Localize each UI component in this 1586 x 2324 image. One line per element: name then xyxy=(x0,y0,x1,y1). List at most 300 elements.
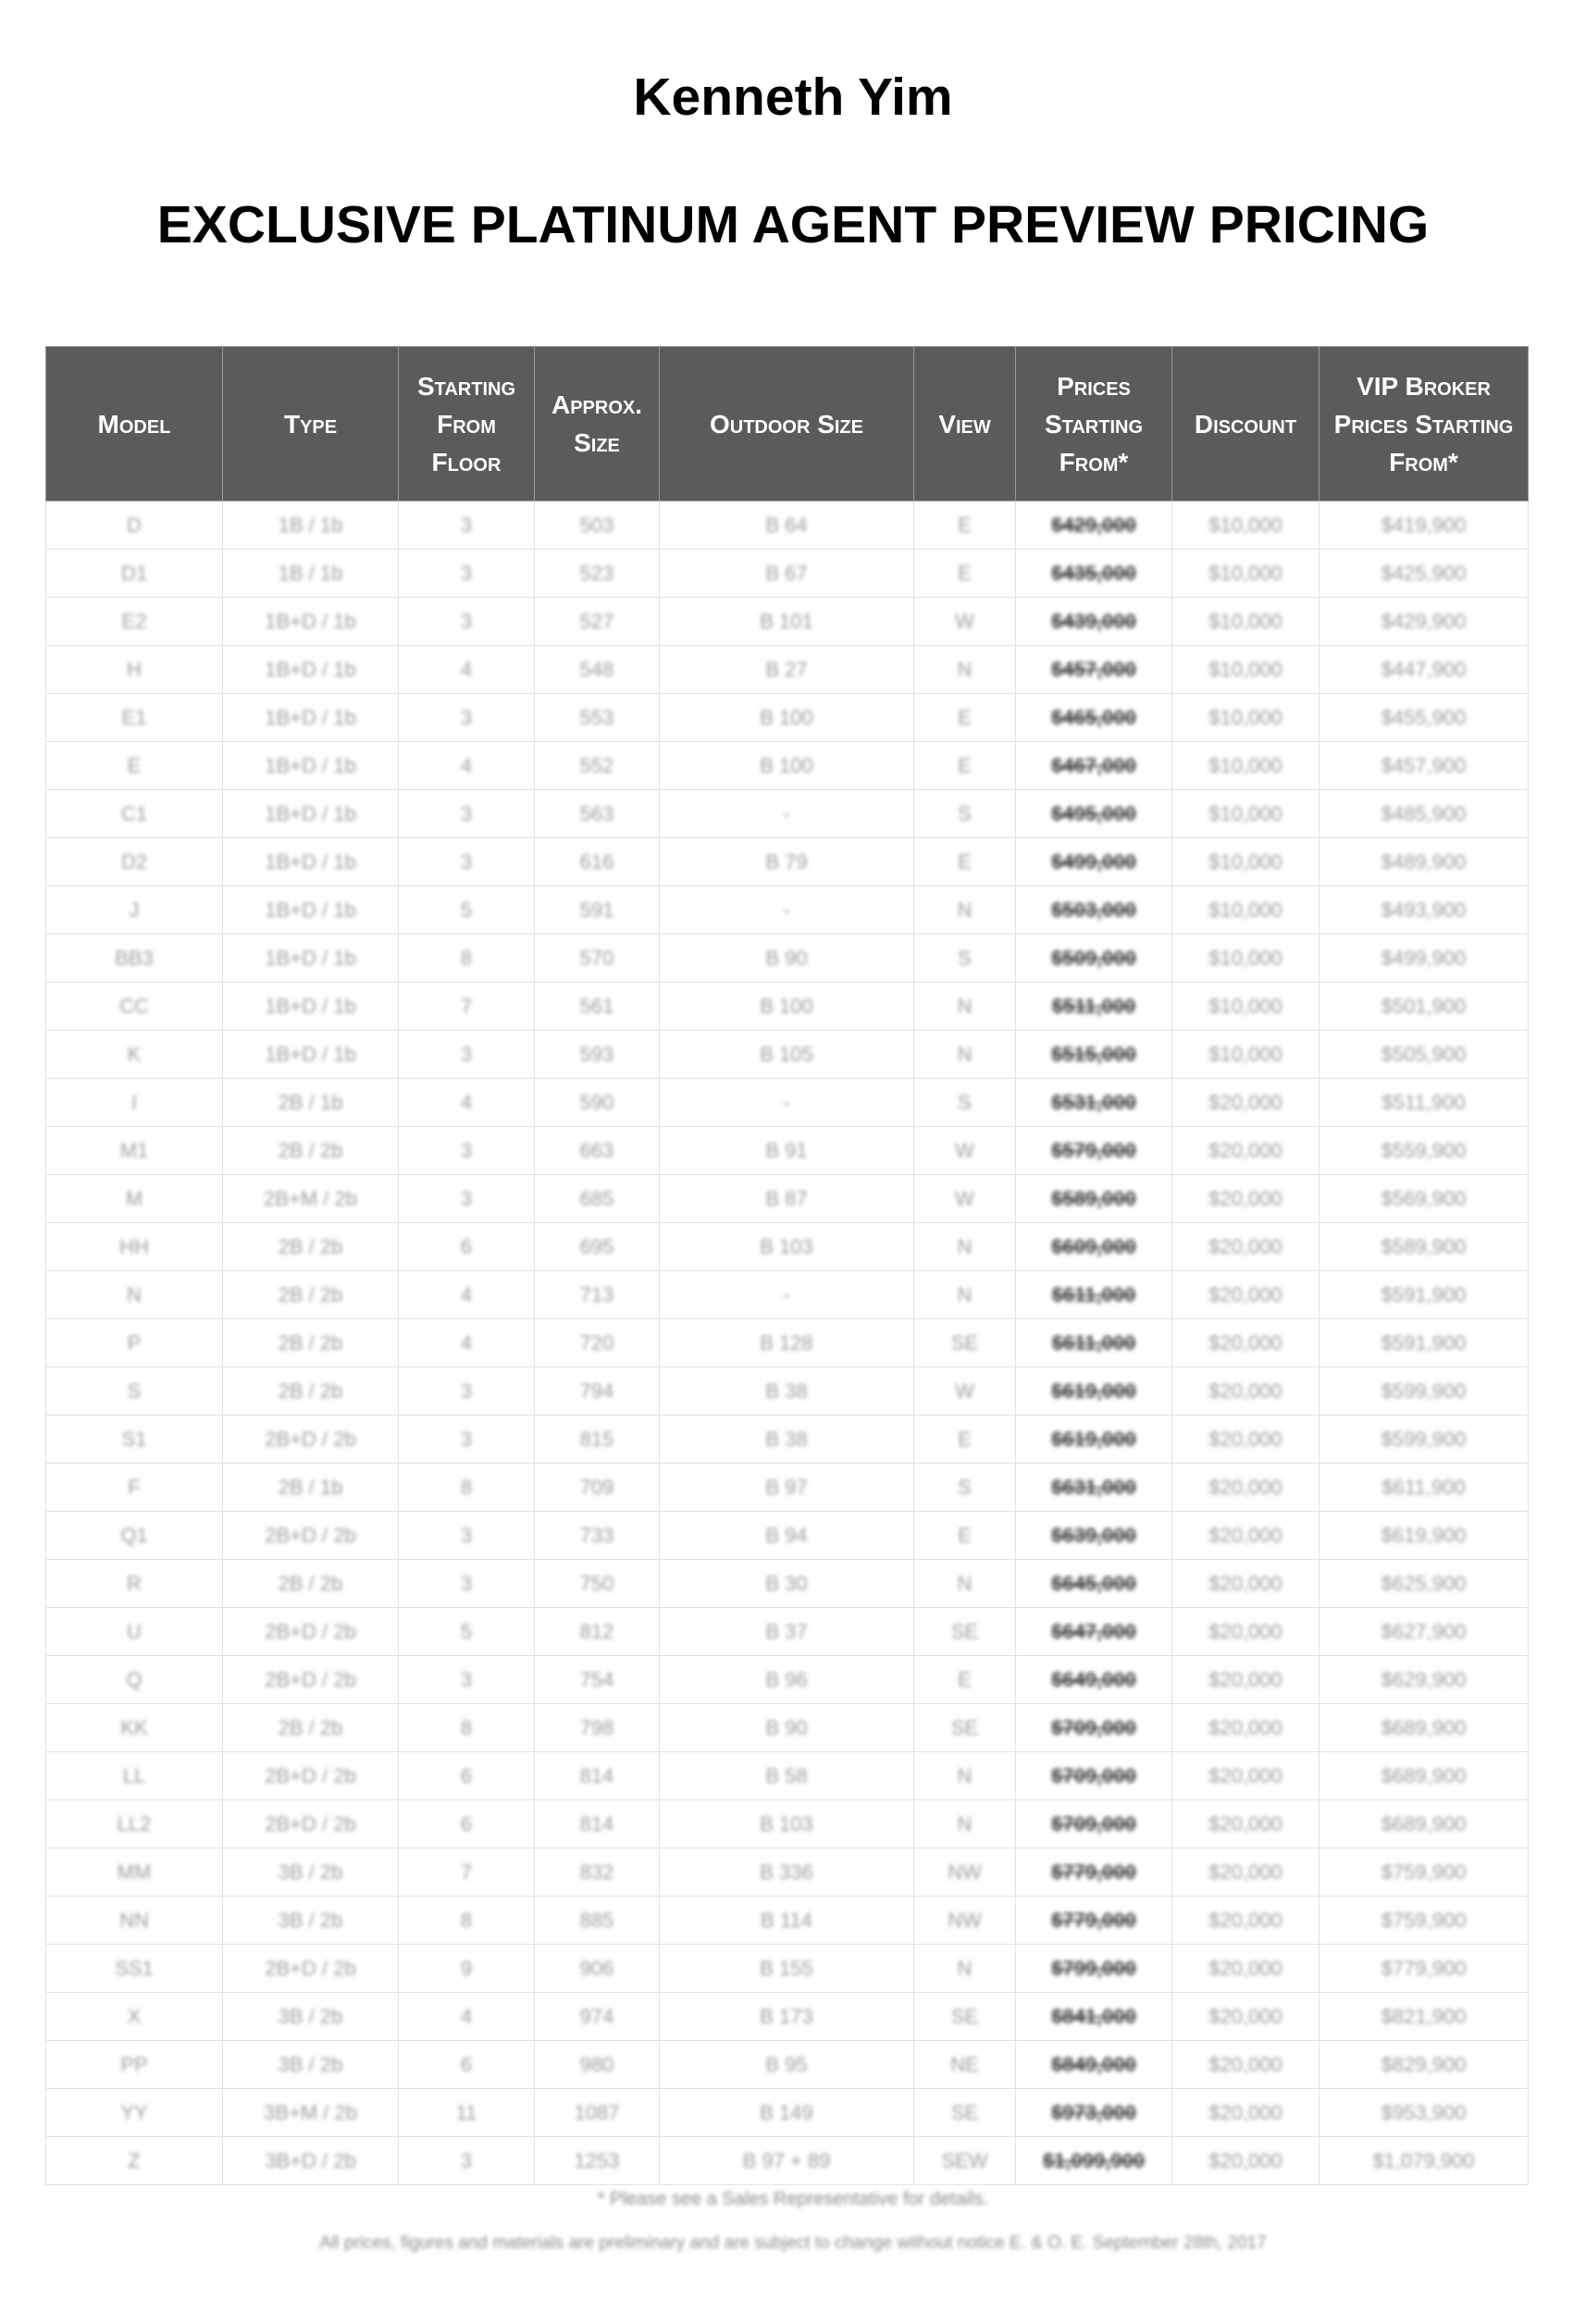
cell-outdoor-size: B 100 xyxy=(660,983,914,1031)
cell-model: E1 xyxy=(46,694,223,742)
cell-starting-floor: 4 xyxy=(399,1271,535,1319)
cell-approx-size: 590 xyxy=(535,1079,660,1127)
table-row xyxy=(46,1319,1529,1367)
table-row xyxy=(46,1512,1529,1560)
cell-approx-size: 695 xyxy=(535,1223,660,1271)
cell-vip-price: $457,900 xyxy=(1320,742,1529,790)
cell-model: MM xyxy=(46,1848,223,1897)
cell-type: 2B / 2b xyxy=(223,1319,399,1367)
cell-outdoor-size: - xyxy=(660,1271,914,1319)
cell-view: N xyxy=(914,1031,1016,1079)
cell-view: N xyxy=(914,1752,1016,1800)
cell-model: X xyxy=(46,1993,223,2041)
table-row xyxy=(46,2137,1529,2185)
cell-outdoor-size: B 94 xyxy=(660,1512,914,1560)
table-row xyxy=(46,1415,1529,1464)
cell-type: 2B / 1b xyxy=(223,1464,399,1512)
cell-starting-floor: 3 xyxy=(399,1127,535,1175)
cell-model: CC xyxy=(46,983,223,1031)
cell-approx-size: 552 xyxy=(535,742,660,790)
column-header-prices-starting: Prices Starting From* xyxy=(1016,347,1172,501)
cell-vip-price: $953,900 xyxy=(1320,2089,1529,2137)
cell-view: SE xyxy=(914,1319,1016,1367)
cell-model: Z xyxy=(46,2137,223,2185)
column-header-discount: Discount xyxy=(1172,347,1320,501)
cell-approx-size: 713 xyxy=(535,1271,660,1319)
cell-starting-floor: 3 xyxy=(399,1560,535,1608)
cell-type: 2B / 2b xyxy=(223,1127,399,1175)
cell-view: NW xyxy=(914,1848,1016,1897)
cell-view: N xyxy=(914,1271,1016,1319)
cell-type: 3B / 2b xyxy=(223,1848,399,1897)
cell-outdoor-size: B 101 xyxy=(660,598,914,646)
cell-view: W xyxy=(914,1175,1016,1223)
cell-price: $579,000 xyxy=(1016,1127,1172,1175)
cell-starting-floor: 3 xyxy=(399,1656,535,1704)
table-row xyxy=(46,983,1529,1031)
cell-model: H xyxy=(46,646,223,694)
cell-discount: $10,000 xyxy=(1172,598,1320,646)
cell-outdoor-size: B 114 xyxy=(660,1897,914,1945)
cell-outdoor-size: B 97 xyxy=(660,1464,914,1512)
cell-starting-floor: 3 xyxy=(399,2137,535,2185)
cell-price: $609,000 xyxy=(1016,1223,1172,1271)
table-row xyxy=(46,790,1529,838)
column-header-starting-floor: Starting From Floor xyxy=(399,347,535,501)
cell-type: 3B / 2b xyxy=(223,2041,399,2089)
table-row xyxy=(46,550,1529,598)
cell-type: 1B+D / 1b xyxy=(223,1031,399,1079)
cell-model: YY xyxy=(46,2089,223,2137)
column-header-approx-size: Approx. Size xyxy=(535,347,660,501)
cell-vip-price: $493,900 xyxy=(1320,886,1529,934)
cell-type: 1B+D / 1b xyxy=(223,646,399,694)
cell-price: $619,000 xyxy=(1016,1367,1172,1415)
cell-vip-price: $599,900 xyxy=(1320,1415,1529,1464)
cell-discount: $10,000 xyxy=(1172,742,1320,790)
cell-view: N xyxy=(914,1560,1016,1608)
cell-vip-price: $501,900 xyxy=(1320,983,1529,1031)
cell-starting-floor: 3 xyxy=(399,598,535,646)
table-row xyxy=(46,2041,1529,2089)
footnote: * Please see a Sales Representative for details. xyxy=(597,2189,989,2209)
cell-vip-price: $589,900 xyxy=(1320,1223,1529,1271)
cell-discount: $20,000 xyxy=(1172,1560,1320,1608)
cell-starting-floor: 8 xyxy=(399,1464,535,1512)
cell-discount: $10,000 xyxy=(1172,550,1320,598)
cell-outdoor-size: B 103 xyxy=(660,1223,914,1271)
table-row xyxy=(46,1704,1529,1752)
cell-type: 2B / 2b xyxy=(223,1367,399,1415)
cell-discount: $20,000 xyxy=(1172,1271,1320,1319)
cell-starting-floor: 5 xyxy=(399,1608,535,1656)
cell-view: N xyxy=(914,1945,1016,1993)
cell-approx-size: 814 xyxy=(535,1752,660,1800)
cell-model: Q1 xyxy=(46,1512,223,1560)
cell-model: I xyxy=(46,1079,223,1127)
cell-model: R xyxy=(46,1560,223,1608)
cell-model: C1 xyxy=(46,790,223,838)
cell-outdoor-size: B 30 xyxy=(660,1560,914,1608)
cell-view: W xyxy=(914,598,1016,646)
cell-starting-floor: 8 xyxy=(399,934,535,983)
cell-vip-price: $689,900 xyxy=(1320,1800,1529,1848)
cell-type: 1B+D / 1b xyxy=(223,983,399,1031)
cell-model: S1 xyxy=(46,1415,223,1464)
cell-approx-size: 563 xyxy=(535,790,660,838)
cell-vip-price: $1,079,900 xyxy=(1320,2137,1529,2185)
cell-vip-price: $759,900 xyxy=(1320,1897,1529,1945)
cell-model: D1 xyxy=(46,550,223,598)
table-row xyxy=(46,1223,1529,1271)
cell-outdoor-size: B 38 xyxy=(660,1415,914,1464)
table-row xyxy=(46,2089,1529,2137)
cell-vip-price: $429,900 xyxy=(1320,598,1529,646)
cell-discount: $10,000 xyxy=(1172,1031,1320,1079)
table-row xyxy=(46,501,1529,550)
cell-type: 3B+M / 2b xyxy=(223,2089,399,2137)
cell-model: S xyxy=(46,1367,223,1415)
cell-outdoor-size: B 96 xyxy=(660,1656,914,1704)
table-row xyxy=(46,1079,1529,1127)
cell-vip-price: $689,900 xyxy=(1320,1704,1529,1752)
cell-approx-size: 591 xyxy=(535,886,660,934)
cell-approx-size: 570 xyxy=(535,934,660,983)
cell-view: E xyxy=(914,501,1016,550)
cell-discount: $20,000 xyxy=(1172,1848,1320,1897)
pricing-table xyxy=(45,346,1529,2185)
cell-price: $457,000 xyxy=(1016,646,1172,694)
cell-outdoor-size: B 90 xyxy=(660,934,914,983)
cell-model: D xyxy=(46,501,223,550)
cell-model: PP xyxy=(46,2041,223,2089)
cell-price: $589,000 xyxy=(1016,1175,1172,1223)
cell-approx-size: 814 xyxy=(535,1800,660,1848)
cell-discount: $10,000 xyxy=(1172,790,1320,838)
cell-discount: $20,000 xyxy=(1172,1415,1320,1464)
cell-discount: $20,000 xyxy=(1172,1656,1320,1704)
cell-approx-size: 553 xyxy=(535,694,660,742)
cell-view: N xyxy=(914,1223,1016,1271)
table-row xyxy=(46,1897,1529,1945)
cell-approx-size: 815 xyxy=(535,1415,660,1464)
column-header-outdoor-size: Outdoor Size xyxy=(660,347,914,501)
cell-starting-floor: 3 xyxy=(399,1512,535,1560)
cell-type: 3B+D / 2b xyxy=(223,2137,399,2185)
cell-price: $611,000 xyxy=(1016,1319,1172,1367)
cell-type: 1B / 1b xyxy=(223,501,399,550)
cell-price: $709,000 xyxy=(1016,1704,1172,1752)
cell-type: 2B+D / 2b xyxy=(223,1512,399,1560)
cell-vip-price: $829,900 xyxy=(1320,2041,1529,2089)
cell-outdoor-size: B 90 xyxy=(660,1704,914,1752)
cell-discount: $20,000 xyxy=(1172,2041,1320,2089)
cell-view: NW xyxy=(914,1897,1016,1945)
table-row xyxy=(46,742,1529,790)
cell-starting-floor: 6 xyxy=(399,1800,535,1848)
cell-vip-price: $591,900 xyxy=(1320,1271,1529,1319)
cell-model: SS1 xyxy=(46,1945,223,1993)
cell-outdoor-size: B 173 xyxy=(660,1993,914,2041)
cell-type: 2B / 2b xyxy=(223,1271,399,1319)
cell-view: N xyxy=(914,1800,1016,1848)
cell-discount: $10,000 xyxy=(1172,838,1320,886)
cell-approx-size: 794 xyxy=(535,1367,660,1415)
cell-outdoor-size: - xyxy=(660,1079,914,1127)
cell-outdoor-size: B 58 xyxy=(660,1752,914,1800)
cell-starting-floor: 11 xyxy=(399,2089,535,2137)
cell-discount: $20,000 xyxy=(1172,1993,1320,2041)
cell-vip-price: $447,900 xyxy=(1320,646,1529,694)
cell-discount: $20,000 xyxy=(1172,1897,1320,1945)
cell-outdoor-size: - xyxy=(660,886,914,934)
cell-vip-price: $619,900 xyxy=(1320,1512,1529,1560)
cell-view: E xyxy=(914,550,1016,598)
cell-model: E2 xyxy=(46,598,223,646)
cell-outdoor-size: B 79 xyxy=(660,838,914,886)
cell-discount: $20,000 xyxy=(1172,1704,1320,1752)
column-header-model: Model xyxy=(46,347,223,501)
table-row xyxy=(46,1800,1529,1848)
table-row xyxy=(46,1175,1529,1223)
cell-type: 2B / 2b xyxy=(223,1560,399,1608)
cell-vip-price: $821,900 xyxy=(1320,1993,1529,2041)
cell-discount: $20,000 xyxy=(1172,1464,1320,1512)
cell-model: HH xyxy=(46,1223,223,1271)
cell-approx-size: 1253 xyxy=(535,2137,660,2185)
cell-approx-size: 733 xyxy=(535,1512,660,1560)
cell-discount: $20,000 xyxy=(1172,1800,1320,1848)
cell-price: $639,000 xyxy=(1016,1512,1172,1560)
cell-starting-floor: 3 xyxy=(399,550,535,598)
cell-type: 2B+D / 2b xyxy=(223,1800,399,1848)
cell-price: $503,000 xyxy=(1016,886,1172,934)
cell-type: 1B / 1b xyxy=(223,550,399,598)
cell-model: Q xyxy=(46,1656,223,1704)
cell-view: E xyxy=(914,838,1016,886)
cell-price: $511,000 xyxy=(1016,983,1172,1031)
cell-discount: $20,000 xyxy=(1172,1319,1320,1367)
table-row xyxy=(46,1608,1529,1656)
cell-view: E xyxy=(914,694,1016,742)
cell-outdoor-size: B 37 xyxy=(660,1608,914,1656)
cell-type: 2B+D / 2b xyxy=(223,1752,399,1800)
cell-type: 2B+D / 2b xyxy=(223,1608,399,1656)
cell-discount: $10,000 xyxy=(1172,934,1320,983)
cell-approx-size: 812 xyxy=(535,1608,660,1656)
cell-vip-price: $499,900 xyxy=(1320,934,1529,983)
cell-outdoor-size: B 87 xyxy=(660,1175,914,1223)
cell-model: E xyxy=(46,742,223,790)
cell-price: $435,000 xyxy=(1016,550,1172,598)
table-row xyxy=(46,1464,1529,1512)
cell-view: S xyxy=(914,934,1016,983)
cell-price: $841,000 xyxy=(1016,1993,1172,2041)
cell-model: NN xyxy=(46,1897,223,1945)
cell-type: 2B+D / 2b xyxy=(223,1945,399,1993)
cell-discount: $10,000 xyxy=(1172,694,1320,742)
table-row xyxy=(46,1367,1529,1415)
table-row xyxy=(46,646,1529,694)
cell-type: 1B+D / 1b xyxy=(223,886,399,934)
cell-discount: $10,000 xyxy=(1172,501,1320,550)
cell-model: D2 xyxy=(46,838,223,886)
cell-approx-size: 980 xyxy=(535,2041,660,2089)
cell-outdoor-size: B 336 xyxy=(660,1848,914,1897)
cell-approx-size: 593 xyxy=(535,1031,660,1079)
cell-outdoor-size: B 67 xyxy=(660,550,914,598)
cell-view: SE xyxy=(914,1993,1016,2041)
table-row xyxy=(46,1127,1529,1175)
table-row xyxy=(46,1993,1529,2041)
cell-price: $779,000 xyxy=(1016,1897,1172,1945)
cell-price: $799,000 xyxy=(1016,1945,1172,1993)
table-row xyxy=(46,694,1529,742)
cell-price: $509,000 xyxy=(1016,934,1172,983)
page-title: EXCLUSIVE PLATINUM AGENT PREVIEW PRICING xyxy=(156,195,1430,254)
cell-discount: $20,000 xyxy=(1172,1175,1320,1223)
cell-discount: $20,000 xyxy=(1172,1079,1320,1127)
author-name: Kenneth Yim xyxy=(633,68,953,127)
cell-discount: $20,000 xyxy=(1172,1608,1320,1656)
cell-starting-floor: 3 xyxy=(399,838,535,886)
cell-view: E xyxy=(914,1415,1016,1464)
cell-starting-floor: 8 xyxy=(399,1704,535,1752)
cell-discount: $20,000 xyxy=(1172,1512,1320,1560)
table-row xyxy=(46,1031,1529,1079)
disclaimer: All prices, figures and materials are preliminary and are subject to change without notice E. & O. E. September 28th, 2017 xyxy=(319,2233,1267,2253)
cell-approx-size: 548 xyxy=(535,646,660,694)
table-row xyxy=(46,838,1529,886)
cell-price: $619,000 xyxy=(1016,1415,1172,1464)
table-row xyxy=(46,1656,1529,1704)
cell-vip-price: $489,900 xyxy=(1320,838,1529,886)
cell-approx-size: 616 xyxy=(535,838,660,886)
cell-vip-price: $759,900 xyxy=(1320,1848,1529,1897)
cell-starting-floor: 4 xyxy=(399,742,535,790)
cell-approx-size: 720 xyxy=(535,1319,660,1367)
cell-starting-floor: 4 xyxy=(399,646,535,694)
cell-price: $495,000 xyxy=(1016,790,1172,838)
cell-starting-floor: 6 xyxy=(399,1223,535,1271)
cell-outdoor-size: B 100 xyxy=(660,694,914,742)
cell-vip-price: $779,900 xyxy=(1320,1945,1529,1993)
cell-outdoor-size: B 97 + 89 xyxy=(660,2137,914,2185)
cell-starting-floor: 3 xyxy=(399,1175,535,1223)
cell-type: 1B+D / 1b xyxy=(223,838,399,886)
cell-approx-size: 906 xyxy=(535,1945,660,1993)
cell-discount: $20,000 xyxy=(1172,1127,1320,1175)
cell-price: $709,000 xyxy=(1016,1752,1172,1800)
cell-vip-price: $599,900 xyxy=(1320,1367,1529,1415)
cell-discount: $10,000 xyxy=(1172,983,1320,1031)
cell-vip-price: $455,900 xyxy=(1320,694,1529,742)
cell-starting-floor: 3 xyxy=(399,790,535,838)
table-row xyxy=(46,1848,1529,1897)
cell-view: E xyxy=(914,1512,1016,1560)
cell-starting-floor: 4 xyxy=(399,1319,535,1367)
cell-outdoor-size: B 27 xyxy=(660,646,914,694)
cell-price: $467,000 xyxy=(1016,742,1172,790)
cell-vip-price: $629,900 xyxy=(1320,1656,1529,1704)
cell-type: 2B+D / 2b xyxy=(223,1415,399,1464)
column-header-vip-broker-prices: VIP Broker Prices Starting From* xyxy=(1320,347,1529,501)
cell-price: $647,000 xyxy=(1016,1608,1172,1656)
cell-discount: $20,000 xyxy=(1172,1223,1320,1271)
cell-view: SE xyxy=(914,1704,1016,1752)
cell-model: J xyxy=(46,886,223,934)
cell-model: LL2 xyxy=(46,1800,223,1848)
cell-discount: $20,000 xyxy=(1172,2089,1320,2137)
cell-starting-floor: 5 xyxy=(399,886,535,934)
cell-outdoor-size: B 95 xyxy=(660,2041,914,2089)
cell-starting-floor: 7 xyxy=(399,983,535,1031)
cell-model: N xyxy=(46,1271,223,1319)
cell-type: 3B / 2b xyxy=(223,1993,399,2041)
cell-view: N xyxy=(914,983,1016,1031)
cell-discount: $20,000 xyxy=(1172,1945,1320,1993)
cell-approx-size: 750 xyxy=(535,1560,660,1608)
cell-outdoor-size: B 149 xyxy=(660,2089,914,2137)
cell-type: 1B+D / 1b xyxy=(223,790,399,838)
cell-starting-floor: 4 xyxy=(399,1079,535,1127)
cell-vip-price: $505,900 xyxy=(1320,1031,1529,1079)
table-body xyxy=(46,501,1529,2185)
cell-model: M xyxy=(46,1175,223,1223)
cell-view: SEW xyxy=(914,2137,1016,2185)
cell-price: $645,000 xyxy=(1016,1560,1172,1608)
cell-view: SE xyxy=(914,2089,1016,2137)
cell-approx-size: 754 xyxy=(535,1656,660,1704)
cell-starting-floor: 8 xyxy=(399,1897,535,1945)
cell-type: 1B+D / 1b xyxy=(223,934,399,983)
cell-price: $973,000 xyxy=(1016,2089,1172,2137)
cell-approx-size: 885 xyxy=(535,1897,660,1945)
cell-starting-floor: 6 xyxy=(399,1752,535,1800)
column-header-view: View xyxy=(914,347,1016,501)
cell-model: KK xyxy=(46,1704,223,1752)
cell-price: $631,000 xyxy=(1016,1464,1172,1512)
cell-approx-size: 561 xyxy=(535,983,660,1031)
cell-discount: $20,000 xyxy=(1172,1367,1320,1415)
cell-vip-price: $511,900 xyxy=(1320,1079,1529,1127)
cell-model: F xyxy=(46,1464,223,1512)
cell-price: $779,000 xyxy=(1016,1848,1172,1897)
cell-view: N xyxy=(914,646,1016,694)
table-row xyxy=(46,1271,1529,1319)
cell-model: K xyxy=(46,1031,223,1079)
cell-outdoor-size: - xyxy=(660,790,914,838)
cell-outdoor-size: B 64 xyxy=(660,501,914,550)
cell-type: 2B / 2b xyxy=(223,1704,399,1752)
cell-starting-floor: 4 xyxy=(399,1993,535,2041)
cell-outdoor-size: B 38 xyxy=(660,1367,914,1415)
cell-type: 2B / 1b xyxy=(223,1079,399,1127)
column-header-type: Type xyxy=(223,347,399,501)
cell-price: $849,000 xyxy=(1016,2041,1172,2089)
cell-approx-size: 832 xyxy=(535,1848,660,1897)
cell-view: N xyxy=(914,886,1016,934)
cell-starting-floor: 7 xyxy=(399,1848,535,1897)
cell-discount: $20,000 xyxy=(1172,2137,1320,2185)
cell-starting-floor: 3 xyxy=(399,1031,535,1079)
cell-view: SE xyxy=(914,1608,1016,1656)
cell-approx-size: 663 xyxy=(535,1127,660,1175)
cell-view: NE xyxy=(914,2041,1016,2089)
cell-discount: $10,000 xyxy=(1172,646,1320,694)
cell-vip-price: $611,900 xyxy=(1320,1464,1529,1512)
table-row xyxy=(46,1752,1529,1800)
